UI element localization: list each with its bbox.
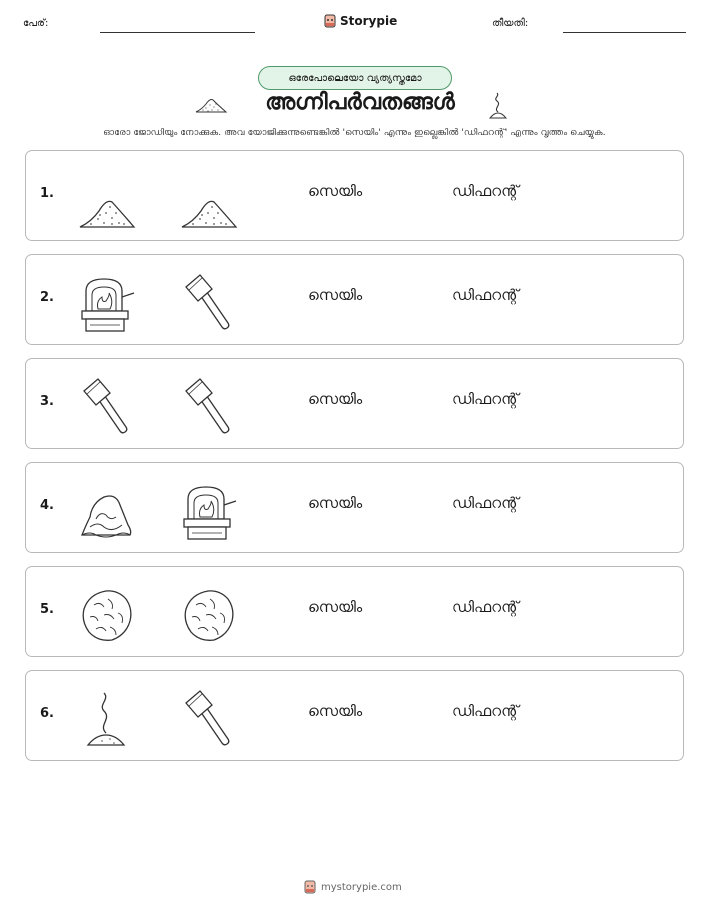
question-number: 3. xyxy=(40,394,54,409)
different-option[interactable]: ഡിഫറന്റ് xyxy=(452,286,519,304)
date-field-line[interactable] xyxy=(563,32,686,33)
same-option[interactable]: സെയിം xyxy=(308,182,363,200)
forge-icon xyxy=(76,273,136,333)
lava-mound-icon xyxy=(76,481,136,541)
name-field-line[interactable] xyxy=(100,32,255,33)
same-option[interactable]: സെയിം xyxy=(308,494,363,512)
same-option[interactable]: സെയിം xyxy=(308,286,363,304)
storypie-logo-icon xyxy=(324,14,336,28)
hammer-icon xyxy=(178,377,238,437)
question-number: 4. xyxy=(40,498,54,513)
storypie-logo-icon xyxy=(304,880,316,894)
hammer-icon xyxy=(76,377,136,437)
ash-pile-icon xyxy=(76,169,136,229)
same-option[interactable]: സെയിം xyxy=(308,598,363,616)
question-number: 1. xyxy=(40,186,54,201)
name-label: പേര്: xyxy=(23,18,49,29)
forge-icon xyxy=(178,481,238,541)
date-label: തീയതി: xyxy=(492,18,529,29)
brand xyxy=(324,14,397,28)
footer-url: mystorypie.com xyxy=(321,881,402,893)
question-row-2 xyxy=(25,254,684,345)
lava-rock-icon xyxy=(76,585,136,645)
footer xyxy=(304,880,402,894)
smoke-vent-icon xyxy=(76,689,136,749)
question-row-3 xyxy=(25,358,684,449)
different-option[interactable]: ഡിഫറന്റ് xyxy=(452,494,519,512)
lava-rock-icon xyxy=(178,585,238,645)
activity-tag: ഒരേപോലെയോ വ്യത്യസ്തമോ xyxy=(258,66,452,90)
instructions: ഓരോ ജോഡിയും നോക്കുക. അവ യോജിക്കുന്നുണ്ടെങ്കിൽ 'സെയിം' എന്നും ഇല്ലെങ്കിൽ 'ഡിഫറന്റ്' എന്നും വൃത്തം ചെയ്യുക. xyxy=(103,127,606,138)
same-option[interactable]: സെയിം xyxy=(308,390,363,408)
different-option[interactable]: ഡിഫറന്റ് xyxy=(452,182,519,200)
question-row-4 xyxy=(25,462,684,553)
different-option[interactable]: ഡിഫറന്റ് xyxy=(452,702,519,720)
different-option[interactable]: ഡിഫറന്റ് xyxy=(452,390,519,408)
question-row-1 xyxy=(25,150,684,241)
question-number: 2. xyxy=(40,290,54,305)
ash-pile-icon xyxy=(178,169,238,229)
question-row-6 xyxy=(25,670,684,761)
same-option[interactable]: സെയിം xyxy=(308,702,363,720)
ash-pile-icon xyxy=(194,95,228,115)
question-row-5 xyxy=(25,566,684,657)
hammer-icon xyxy=(178,689,238,749)
hammer-icon xyxy=(178,273,238,333)
question-number: 6. xyxy=(40,706,54,721)
smoke-vent-icon xyxy=(484,92,512,120)
page-title: അഗ്നിപർവതങ്ങൾ xyxy=(265,90,455,115)
question-number: 5. xyxy=(40,602,54,617)
different-option[interactable]: ഡിഫറന്റ് xyxy=(452,598,519,616)
brand-name: Storypie xyxy=(340,14,398,28)
